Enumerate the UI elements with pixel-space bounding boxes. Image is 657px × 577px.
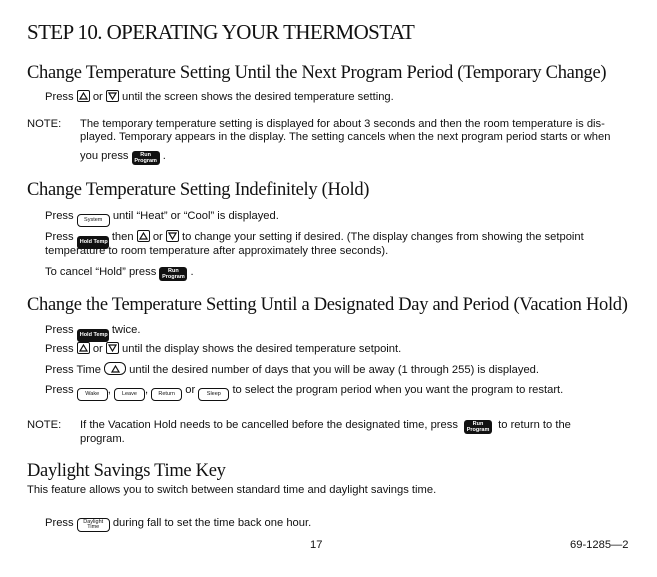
section-heading-hold: Change Temperature Setting Indefinitely (Hold)	[27, 180, 370, 200]
run-program-button-icon: Run Program	[464, 420, 492, 434]
section-heading-vacation: Change the Temperature Setting Until a Designated Day and Period (Vacation Hold)	[27, 295, 628, 315]
run-program-button-icon: Run Program	[132, 151, 160, 165]
daylight-instruction: Press Daylight Time during fall to set the time back one hour.	[45, 517, 312, 530]
hold-temp-button-icon: Hold Temp	[77, 236, 109, 249]
hold-temp-button-icon: Hold Temp	[77, 329, 109, 342]
note-text-line: program.	[80, 433, 125, 445]
down-arrow-icon	[106, 90, 119, 102]
wake-button-icon: Wake	[77, 388, 108, 401]
system-button-icon: System	[77, 214, 110, 227]
hold-instruction: Press System until “Heat” or “Cool” is displayed.	[45, 209, 279, 227]
hold-instruction: Press Hold Temp then or to change your setting if desired. (The display changes from showing the setpoint	[45, 230, 584, 249]
up-arrow-icon	[77, 90, 90, 102]
vacation-instruction: Press Wake , Leave , Return or Sleep to select the program period when you want the program to restart.	[45, 383, 563, 401]
note-label: NOTE:	[27, 419, 62, 431]
note-text-line: you press Run Program .	[80, 150, 166, 164]
hold-instruction: temperature to room temperature after approximately three seconds).	[45, 245, 389, 257]
leave-button-icon: Leave	[114, 388, 145, 401]
note-text-line: played. Temporary appears in the display. The setting cancels when the next program period starts or when	[80, 131, 611, 143]
vacation-instruction: Press Time until the desired number of days that you will be away (1 through 255) is displayed.	[45, 364, 539, 376]
down-arrow-icon	[106, 342, 119, 354]
note-label: NOTE:	[27, 118, 62, 130]
document-number: 69-1285—2	[570, 539, 629, 551]
temporary-instruction: Press or until the screen shows the desired temperature setting.	[45, 91, 394, 103]
note-text-line: The temporary temperature setting is displayed for about 3 seconds and then the room temperature is dis-	[80, 118, 605, 130]
vacation-instruction: Press Hold Temp twice.	[45, 323, 140, 342]
page-number: 17	[310, 539, 323, 551]
note-text-line: If the Vacation Hold needs to be cancelled before the designated time, press Run Program to return to the	[80, 419, 571, 433]
daylight-intro: This feature allows you to switch between standard time and daylight savings time.	[27, 484, 437, 496]
down-arrow-icon	[166, 230, 179, 242]
up-arrow-icon	[137, 230, 150, 242]
section-heading-daylight: Daylight Savings Time Key	[27, 461, 226, 481]
up-arrow-icon	[77, 342, 90, 354]
hold-instruction: To cancel “Hold” press Run Program .	[45, 266, 194, 280]
daylight-time-button-icon: Daylight Time	[77, 518, 110, 532]
run-program-button-icon: Run Program	[159, 267, 187, 281]
time-up-button-icon	[104, 362, 126, 375]
return-button-icon: Return	[151, 388, 182, 401]
page-title: STEP 10. OPERATING YOUR THERMOSTAT	[27, 20, 415, 44]
section-heading-temporary: Change Temperature Setting Until the Next Program Period (Temporary Change)	[27, 63, 607, 83]
sleep-button-icon: Sleep	[198, 388, 229, 401]
vacation-instruction: Press or until the display shows the desired temperature setpoint.	[45, 343, 402, 355]
